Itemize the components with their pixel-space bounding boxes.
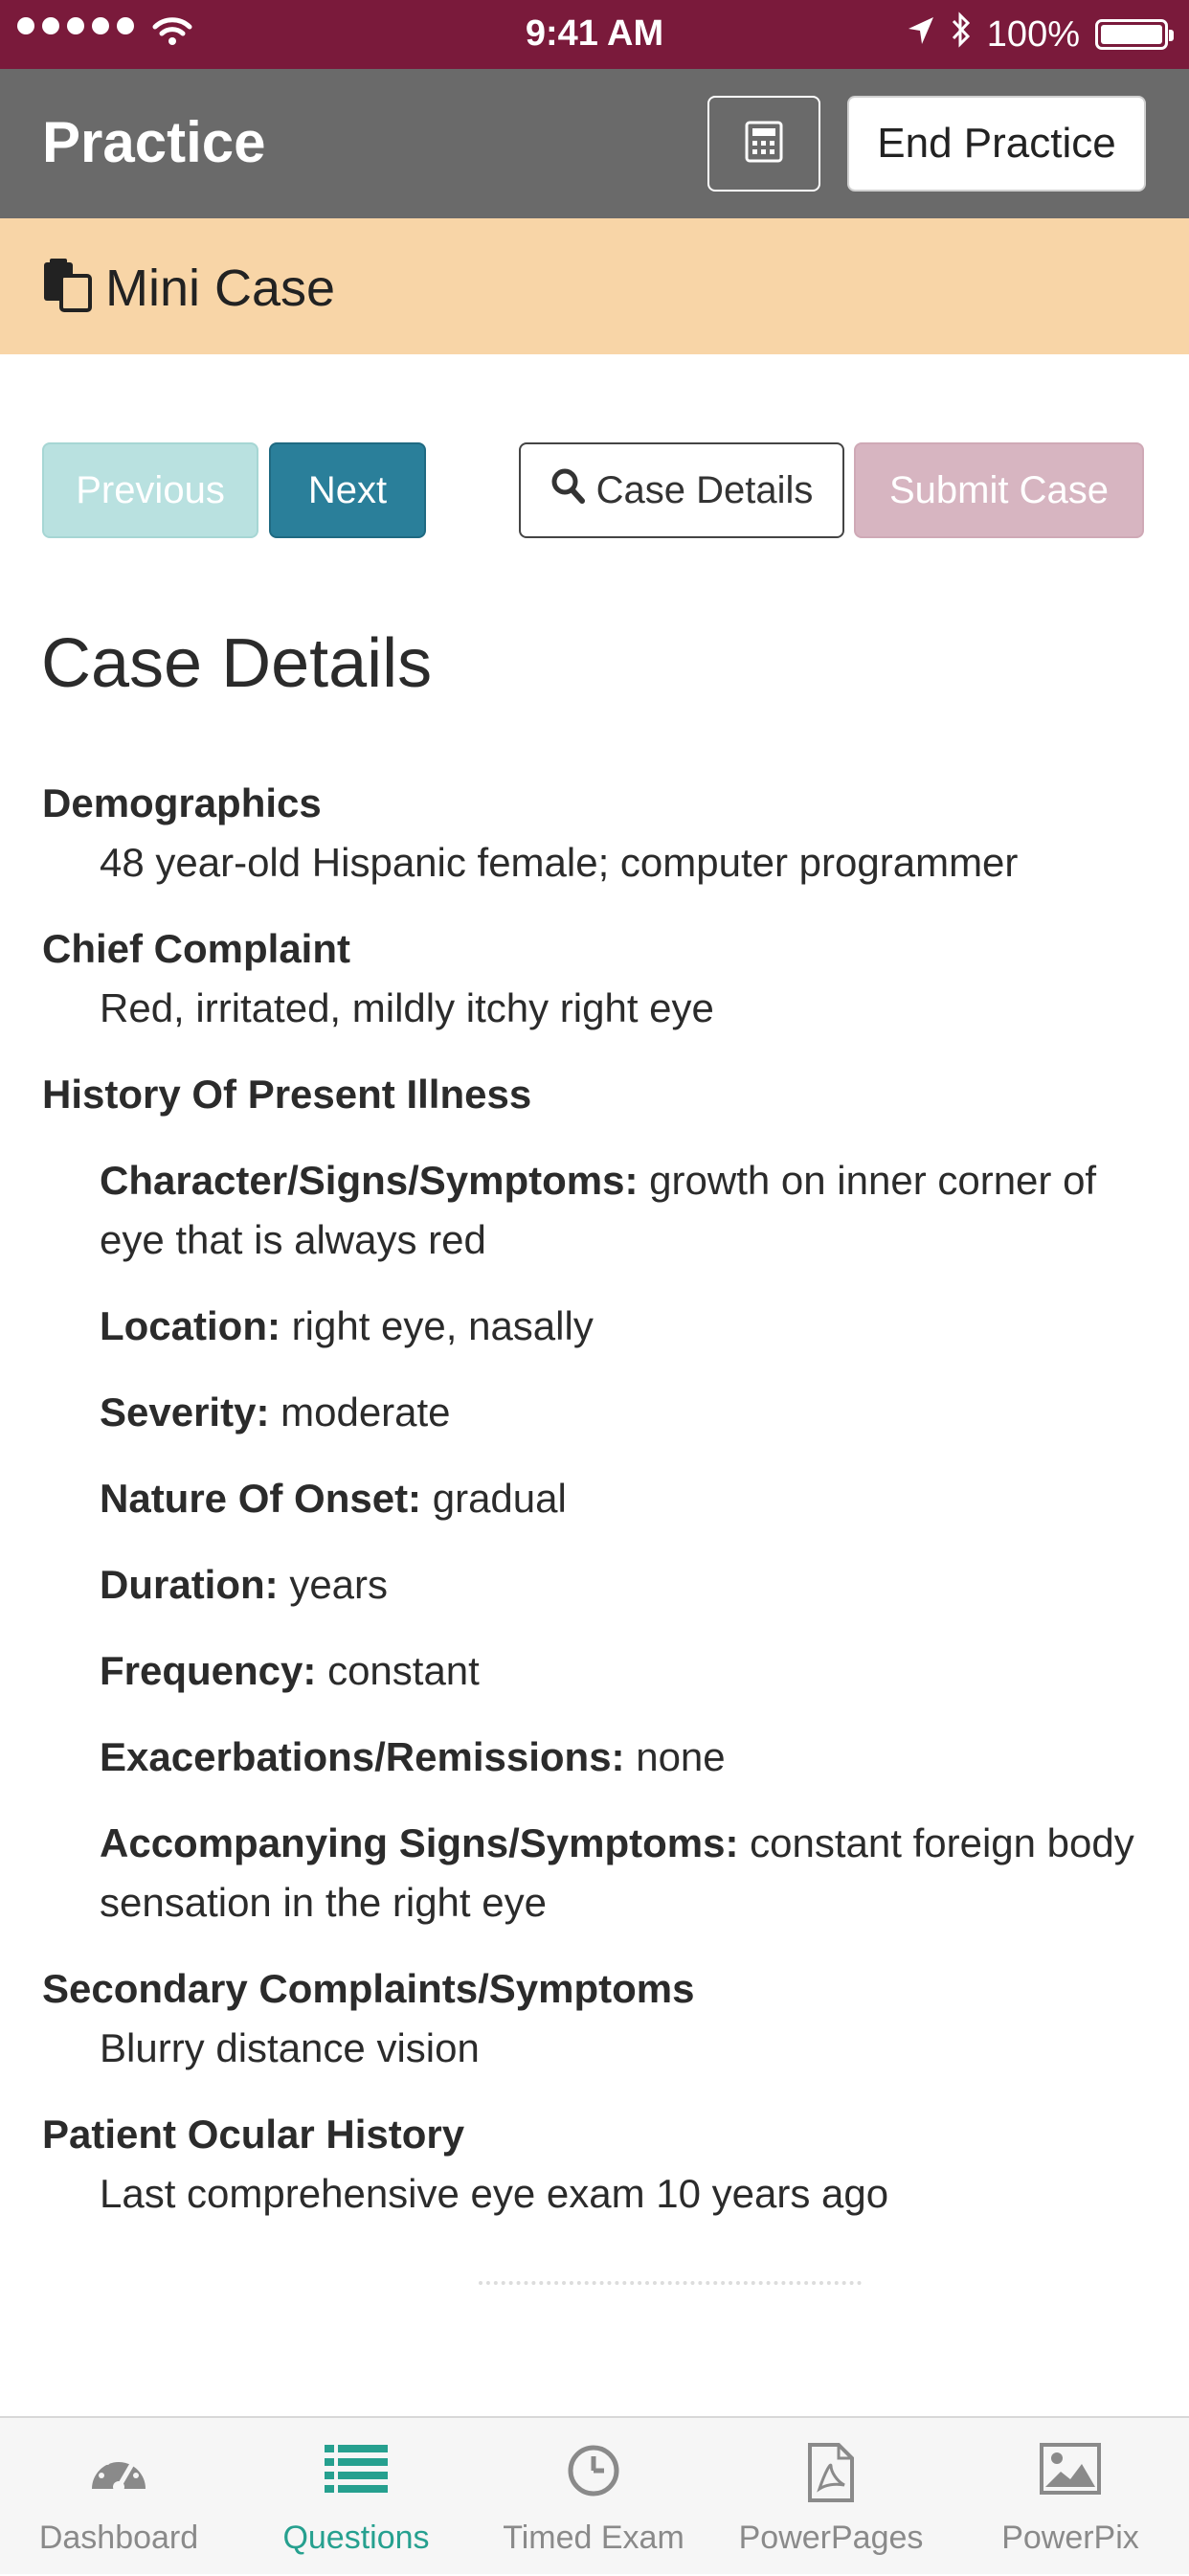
hpi-value: right eye, nasally [291, 1303, 594, 1348]
clock-icon [475, 2443, 712, 2498]
page-title: Practice [42, 110, 266, 174]
hpi-item [42, 1814, 1153, 1932]
calculator-icon [745, 121, 783, 168]
calculator-button[interactable] [707, 96, 820, 192]
battery-percent: 100% [986, 13, 1080, 55]
tab-label: Dashboard [38, 2520, 199, 2556]
hpi-item [42, 1641, 1153, 1701]
hpi-item [42, 1728, 1153, 1787]
tab-timed-exam[interactable] [475, 2418, 712, 2576]
next-button[interactable]: Next [269, 442, 426, 538]
ocular-history-title: Patient Ocular History [42, 2112, 465, 2157]
case-details-heading: Case Details [41, 625, 433, 702]
tab-label: PowerPix [1001, 2520, 1139, 2556]
hpi-value: constant [327, 1648, 480, 1693]
hpi-value: years [289, 1562, 389, 1607]
hpi-item [42, 1151, 1153, 1270]
list-icon [237, 2443, 475, 2495]
demographics-value: 48 year-old Hispanic female; computer programmer [100, 840, 1019, 885]
clipboard-icon [40, 257, 94, 317]
hpi-label: Duration: [100, 1562, 279, 1607]
hpi-item [42, 1383, 1153, 1442]
banner-label: Mini Case [105, 260, 336, 317]
status-time: 9:41 AM [525, 13, 664, 54]
tab-label: Timed Exam [503, 2520, 684, 2556]
hpi-value: gradual [432, 1476, 567, 1521]
ocular-history-value: Last comprehensive eye exam 10 years ago [100, 2171, 889, 2216]
hpi-label: Character/Signs/Symptoms: [100, 1158, 639, 1203]
submit-case-button[interactable]: Submit Case [854, 442, 1144, 538]
case-details-button[interactable] [519, 442, 844, 538]
location-arrow-icon [907, 14, 935, 56]
search-icon [550, 467, 585, 513]
tab-powerpix[interactable] [952, 2418, 1189, 2576]
hpi-item [42, 1555, 1153, 1615]
hpi-label: Location: [100, 1303, 280, 1348]
hpi-item [42, 1469, 1153, 1528]
tab-dashboard[interactable] [0, 2418, 237, 2576]
scroll-fade-divider [479, 2281, 862, 2294]
hpi-value: constant foreign body sensation in the right eye [100, 1820, 1134, 1925]
status-bar [0, 0, 1189, 69]
hpi-label: Nature Of Onset: [100, 1476, 422, 1521]
nav-bar [0, 69, 1189, 218]
hpi-label: Accompanying Signs/Symptoms: [100, 1820, 739, 1865]
tab-bar [0, 2416, 1189, 2574]
battery-icon [1095, 19, 1168, 50]
image-icon [952, 2443, 1189, 2495]
bluetooth-icon [951, 11, 972, 57]
case-details-label: Case Details [595, 468, 814, 511]
tab-label: Questions [282, 2520, 430, 2556]
demographics-title: Demographics [42, 780, 322, 825]
secondary-complaints-title: Secondary Complaints/Symptoms [42, 1966, 695, 2011]
hpi-item [42, 1297, 1153, 1356]
hpi-value: none [636, 1734, 726, 1779]
pdf-icon [712, 2443, 950, 2502]
hpi-label: Exacerbations/Remissions: [100, 1734, 625, 1779]
dashboard-icon [0, 2443, 237, 2495]
hpi-label: Frequency: [100, 1648, 317, 1693]
hpi-title: History Of Present Illness [42, 1072, 532, 1117]
case-details-content [42, 774, 1153, 2250]
hpi-label: Severity: [100, 1390, 270, 1435]
tab-powerpages[interactable] [712, 2418, 950, 2576]
hpi-value: moderate [280, 1390, 451, 1435]
chief-complaint-value: Red, irritated, mildly itchy right eye [100, 985, 714, 1030]
mini-case-banner [0, 218, 1189, 354]
tab-label: PowerPages [738, 2520, 924, 2556]
hpi-value: growth on inner corner of eye that is always red [100, 1158, 1097, 1262]
end-practice-button[interactable]: End Practice [847, 96, 1146, 192]
tab-questions[interactable] [237, 2418, 475, 2576]
secondary-complaints-value: Blurry distance vision [100, 2025, 480, 2070]
previous-button[interactable]: Previous [42, 442, 258, 538]
chief-complaint-title: Chief Complaint [42, 926, 350, 971]
